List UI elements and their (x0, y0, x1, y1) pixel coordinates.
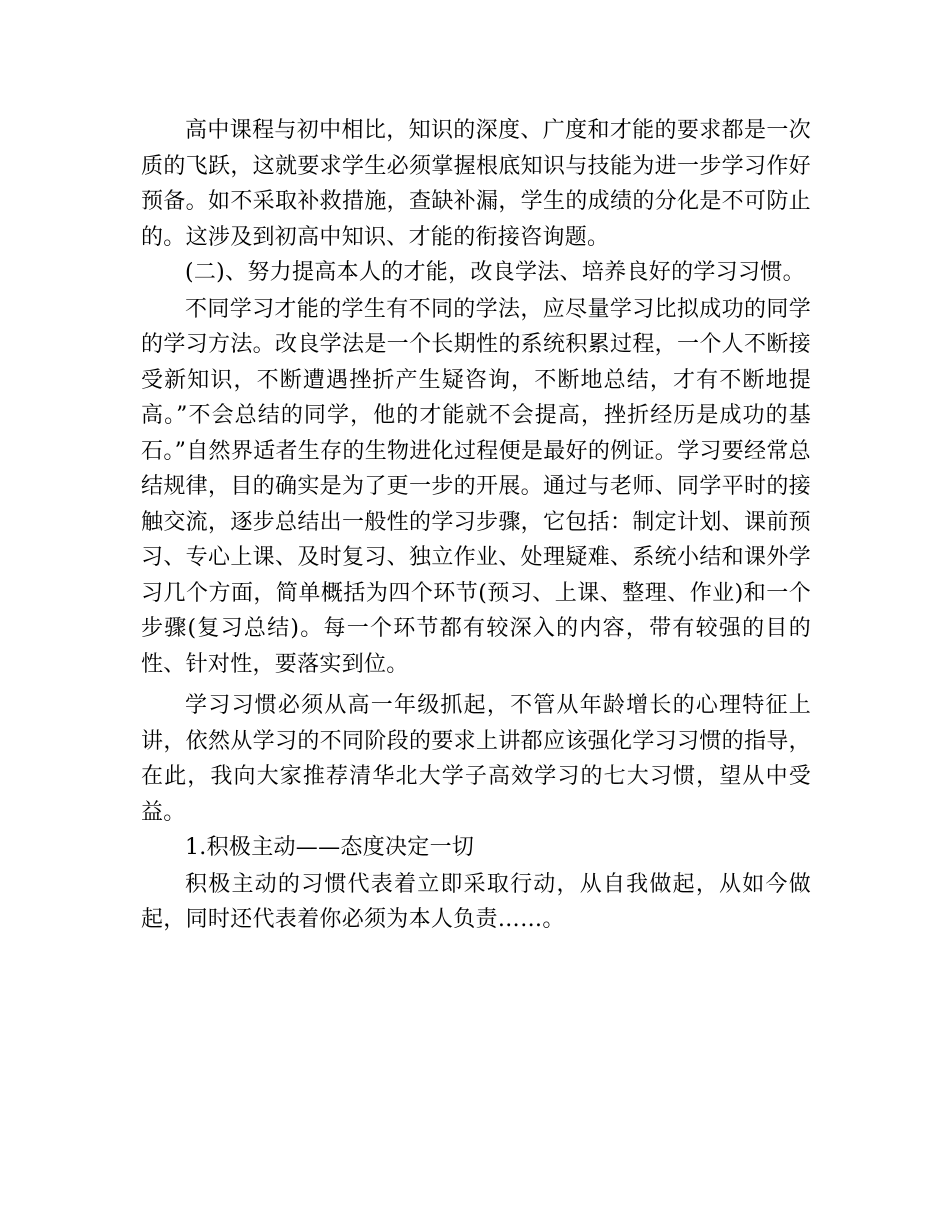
paragraph-intro: 高中课程与初中相比，知识的深度、广度和才能的要求都是一次质的飞跃，这就要求学生必须掌握根底知识与技能为进一步学习作好预备。如不采取补救措施，查缺补漏，学生的成绩的分化是不可防止的。这涉及到初高中知识、才能的衔接咨询题。 (141, 118, 811, 250)
paragraph-study-methods: 不同学习才能的学生有不同的学法，应尽量学习比拟成功的同学的学习方法。改良学法是一个长期性的系统积累过程，一个人不断接受新知识，不断遭遇挫折产生疑咨询，不断地总结，才有不断地提高。”不会总结的同学，他的才能就不会提高，挫折经历是成功的基石。”自然界适者生存的生物进化过程便是最好的例证。学习要经常总结规律，目的确实是为了更一步的开展。通过与老师、同学平时的接触交流，逐步总结出一般性的学习步骤，它包括：制定计划、课前预习、专心上课、及时复习、独立作业、处理疑难、系统小结和课外学习几个方面，简单概括为四个环节(预习、上课、整理、作业)和一个步骤(复习总结)。每一个环节都有较深入的内容，带有较强的目的性、针对性，要落实到位。 (141, 296, 811, 677)
document-body (141, 113, 811, 938)
paragraph-proactive: 积极主动的习惯代表着立即采取行动，从自我做起，从如今做起，同时还代表着你必须为本人负责……。 (141, 871, 811, 932)
list-item-heading-1: 1.积极主动——态度决定一切 (185, 835, 475, 860)
section-heading-2: (二)、努力提高本人的才能，改良学法、培养良好的学习习惯。 (185, 260, 805, 285)
paragraph-study-habits: 学习习惯必须从高一年级抓起，不管从年龄增长的心理特征上讲，依然从学习的不同阶段的要求上讲都应该强化学习习惯的指导，在此，我向大家推荐清华北大学子高效学习的七大习惯，望从中受益。 (141, 693, 811, 825)
